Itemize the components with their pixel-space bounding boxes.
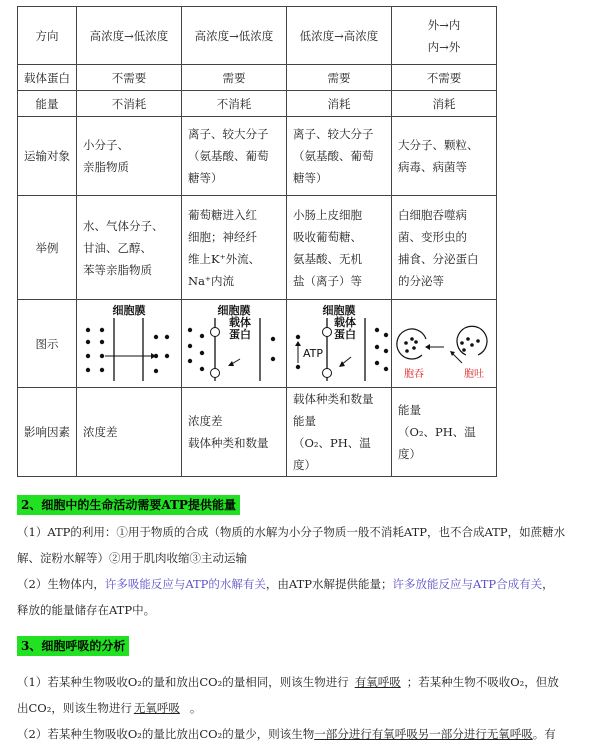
cell-factors-4: 能量 （O₂、PH、温度）	[392, 388, 497, 477]
atp-label: ATP	[302, 346, 323, 360]
membrane-label: 细胞膜	[217, 303, 251, 317]
text-run: ，由ATP水解提供能量；	[265, 577, 393, 591]
carrier-label: 载体	[334, 315, 356, 329]
paragraph-line: 解、淀粉水解等）②用于肌肉收缩③主动运输	[17, 551, 247, 565]
table-row-direction	[18, 7, 497, 65]
row-label-direction: 方向	[18, 7, 77, 65]
cell-carrier-3: 需要	[287, 65, 392, 91]
row-label-energy: 能量	[18, 91, 77, 117]
cell-examples-2: 葡萄糖进入红 细胞；神经纤 维上K⁺外流、 Na⁺内流	[182, 196, 287, 300]
text-run: ；若某种生物不吸收O₂，但放	[406, 675, 559, 689]
cell-examples-3: 小肠上皮细胞 吸收葡萄糖、 氨基酸、无机 盐（离子）等	[287, 196, 392, 300]
direction-in: 外→内	[427, 17, 461, 32]
cell-energy-2: 不消耗	[182, 91, 287, 117]
carrier-label: 载体	[229, 315, 251, 329]
cell-energy-3: 消耗	[287, 91, 392, 117]
cell-examples-1: 水、气体分子、 甘油、乙醇、 苯等亲脂物质	[77, 196, 182, 300]
direction-out: 内→外	[427, 39, 461, 54]
paragraph-respiration-1	[17, 669, 577, 721]
paragraph-line	[17, 669, 577, 695]
text-run: （1）若某种生物吸收O₂的量和放出CO₂的量相同，则该生物进行	[17, 675, 349, 689]
paragraph-atp-use	[17, 519, 577, 571]
diagram-free-diffusion	[77, 300, 182, 388]
cell-carrier-1: 不需要	[77, 65, 182, 91]
section-heading-atp: 2、细胞中的生命活动需要ATP提供能量	[17, 495, 240, 515]
membrane-label: 细胞膜	[112, 303, 146, 317]
cell-objects-2: 离子、较大分子 （氨基酸、葡萄 糖等）	[182, 117, 287, 196]
table-row-factors	[18, 388, 497, 477]
text-run: 。	[189, 701, 202, 715]
paragraph-line	[17, 571, 577, 597]
diagram-active-transport	[287, 300, 392, 388]
cell-direction-4	[392, 7, 497, 65]
table-row-figure	[18, 300, 497, 388]
text-run: 出CO₂，则该生物进行	[17, 701, 132, 715]
highlight-exergonic: 许多放能反应与ATP合成有关	[392, 577, 543, 591]
cell-energy-4: 消耗	[392, 91, 497, 117]
cell-objects-3: 离子、较大分子 （氨基酸、葡萄 糖等）	[287, 117, 392, 196]
section-heading-respiration: 3、细胞呼吸的分析	[17, 636, 129, 656]
cell-factors-1: 浓度差	[77, 388, 182, 477]
paragraph-line: 释放的能量储存在ATP中。	[17, 603, 156, 617]
table-row-objects	[18, 117, 497, 196]
row-label-factors: 影响因素	[18, 388, 77, 477]
answer-blank-anaerobic: 无氧呼吸	[133, 701, 180, 715]
exocytosis-label: 胞吐	[464, 368, 484, 380]
cell-direction-1: 高浓度→低浓度	[77, 7, 182, 65]
row-label-objects: 运输对象	[18, 117, 77, 196]
protein-label: 蛋白	[229, 327, 251, 341]
row-label-examples: 举例	[18, 196, 77, 300]
row-label-figure: 图示	[18, 300, 77, 388]
paragraph-line	[17, 695, 577, 721]
paragraph-line: （1）ATP的利用：①用于物质的合成（物质的水解为小分子物质一般不消耗ATP，也不合成ATP，如蔗糖水	[17, 525, 566, 539]
table-row-carrier	[18, 65, 497, 91]
cell-direction-3: 低浓度→高浓度	[287, 7, 392, 65]
highlight-endergonic: 许多吸能反应与ATP的水解有关	[104, 577, 266, 591]
text-run: 。有	[532, 727, 556, 741]
cell-energy-1: 不消耗	[77, 91, 182, 117]
diagram-endo-exocytosis	[392, 300, 497, 388]
cell-objects-4: 大分子、颗粒、 病毒、病菌等	[392, 117, 497, 196]
paragraph-respiration-2	[17, 721, 577, 747]
paragraph-line	[17, 721, 577, 747]
text-run: ，	[542, 577, 554, 591]
endocytosis-label: 胞吞	[404, 368, 424, 380]
table-row-examples	[18, 196, 497, 300]
cell-factors-2: 浓度差 载体种类和数量	[182, 388, 287, 477]
answer-blank-mixed: 一部分进行有氧呼吸另一部分进行无氧呼吸	[314, 727, 533, 741]
text-run: （2）生物体内，	[17, 577, 105, 591]
protein-label: 蛋白	[334, 327, 356, 341]
cell-carrier-2: 需要	[182, 65, 287, 91]
row-label-carrier: 载体蛋白	[18, 65, 77, 91]
cell-direction-2: 高浓度→低浓度	[182, 7, 287, 65]
diagram-facilitated-diffusion	[182, 300, 287, 388]
answer-blank-aerobic: 有氧呼吸	[354, 675, 401, 689]
cell-factors-3: 载体种类和数量 能量 （O₂、PH、温度）	[287, 388, 392, 477]
table-row-energy	[18, 91, 497, 117]
cell-examples-4: 白细胞吞噬病 菌、变形虫的 捕食、分泌蛋白 的分泌等	[392, 196, 497, 300]
text-run: （2）若某种生物吸收O₂的量比放出CO₂的量少，则该生物	[17, 727, 315, 741]
transport-comparison-table	[17, 6, 497, 477]
cell-carrier-4: 不需要	[392, 65, 497, 91]
cell-objects-1: 小分子、 亲脂物质	[77, 117, 182, 196]
membrane-label: 细胞膜	[322, 303, 356, 317]
paragraph-atp-reactions	[17, 571, 577, 623]
